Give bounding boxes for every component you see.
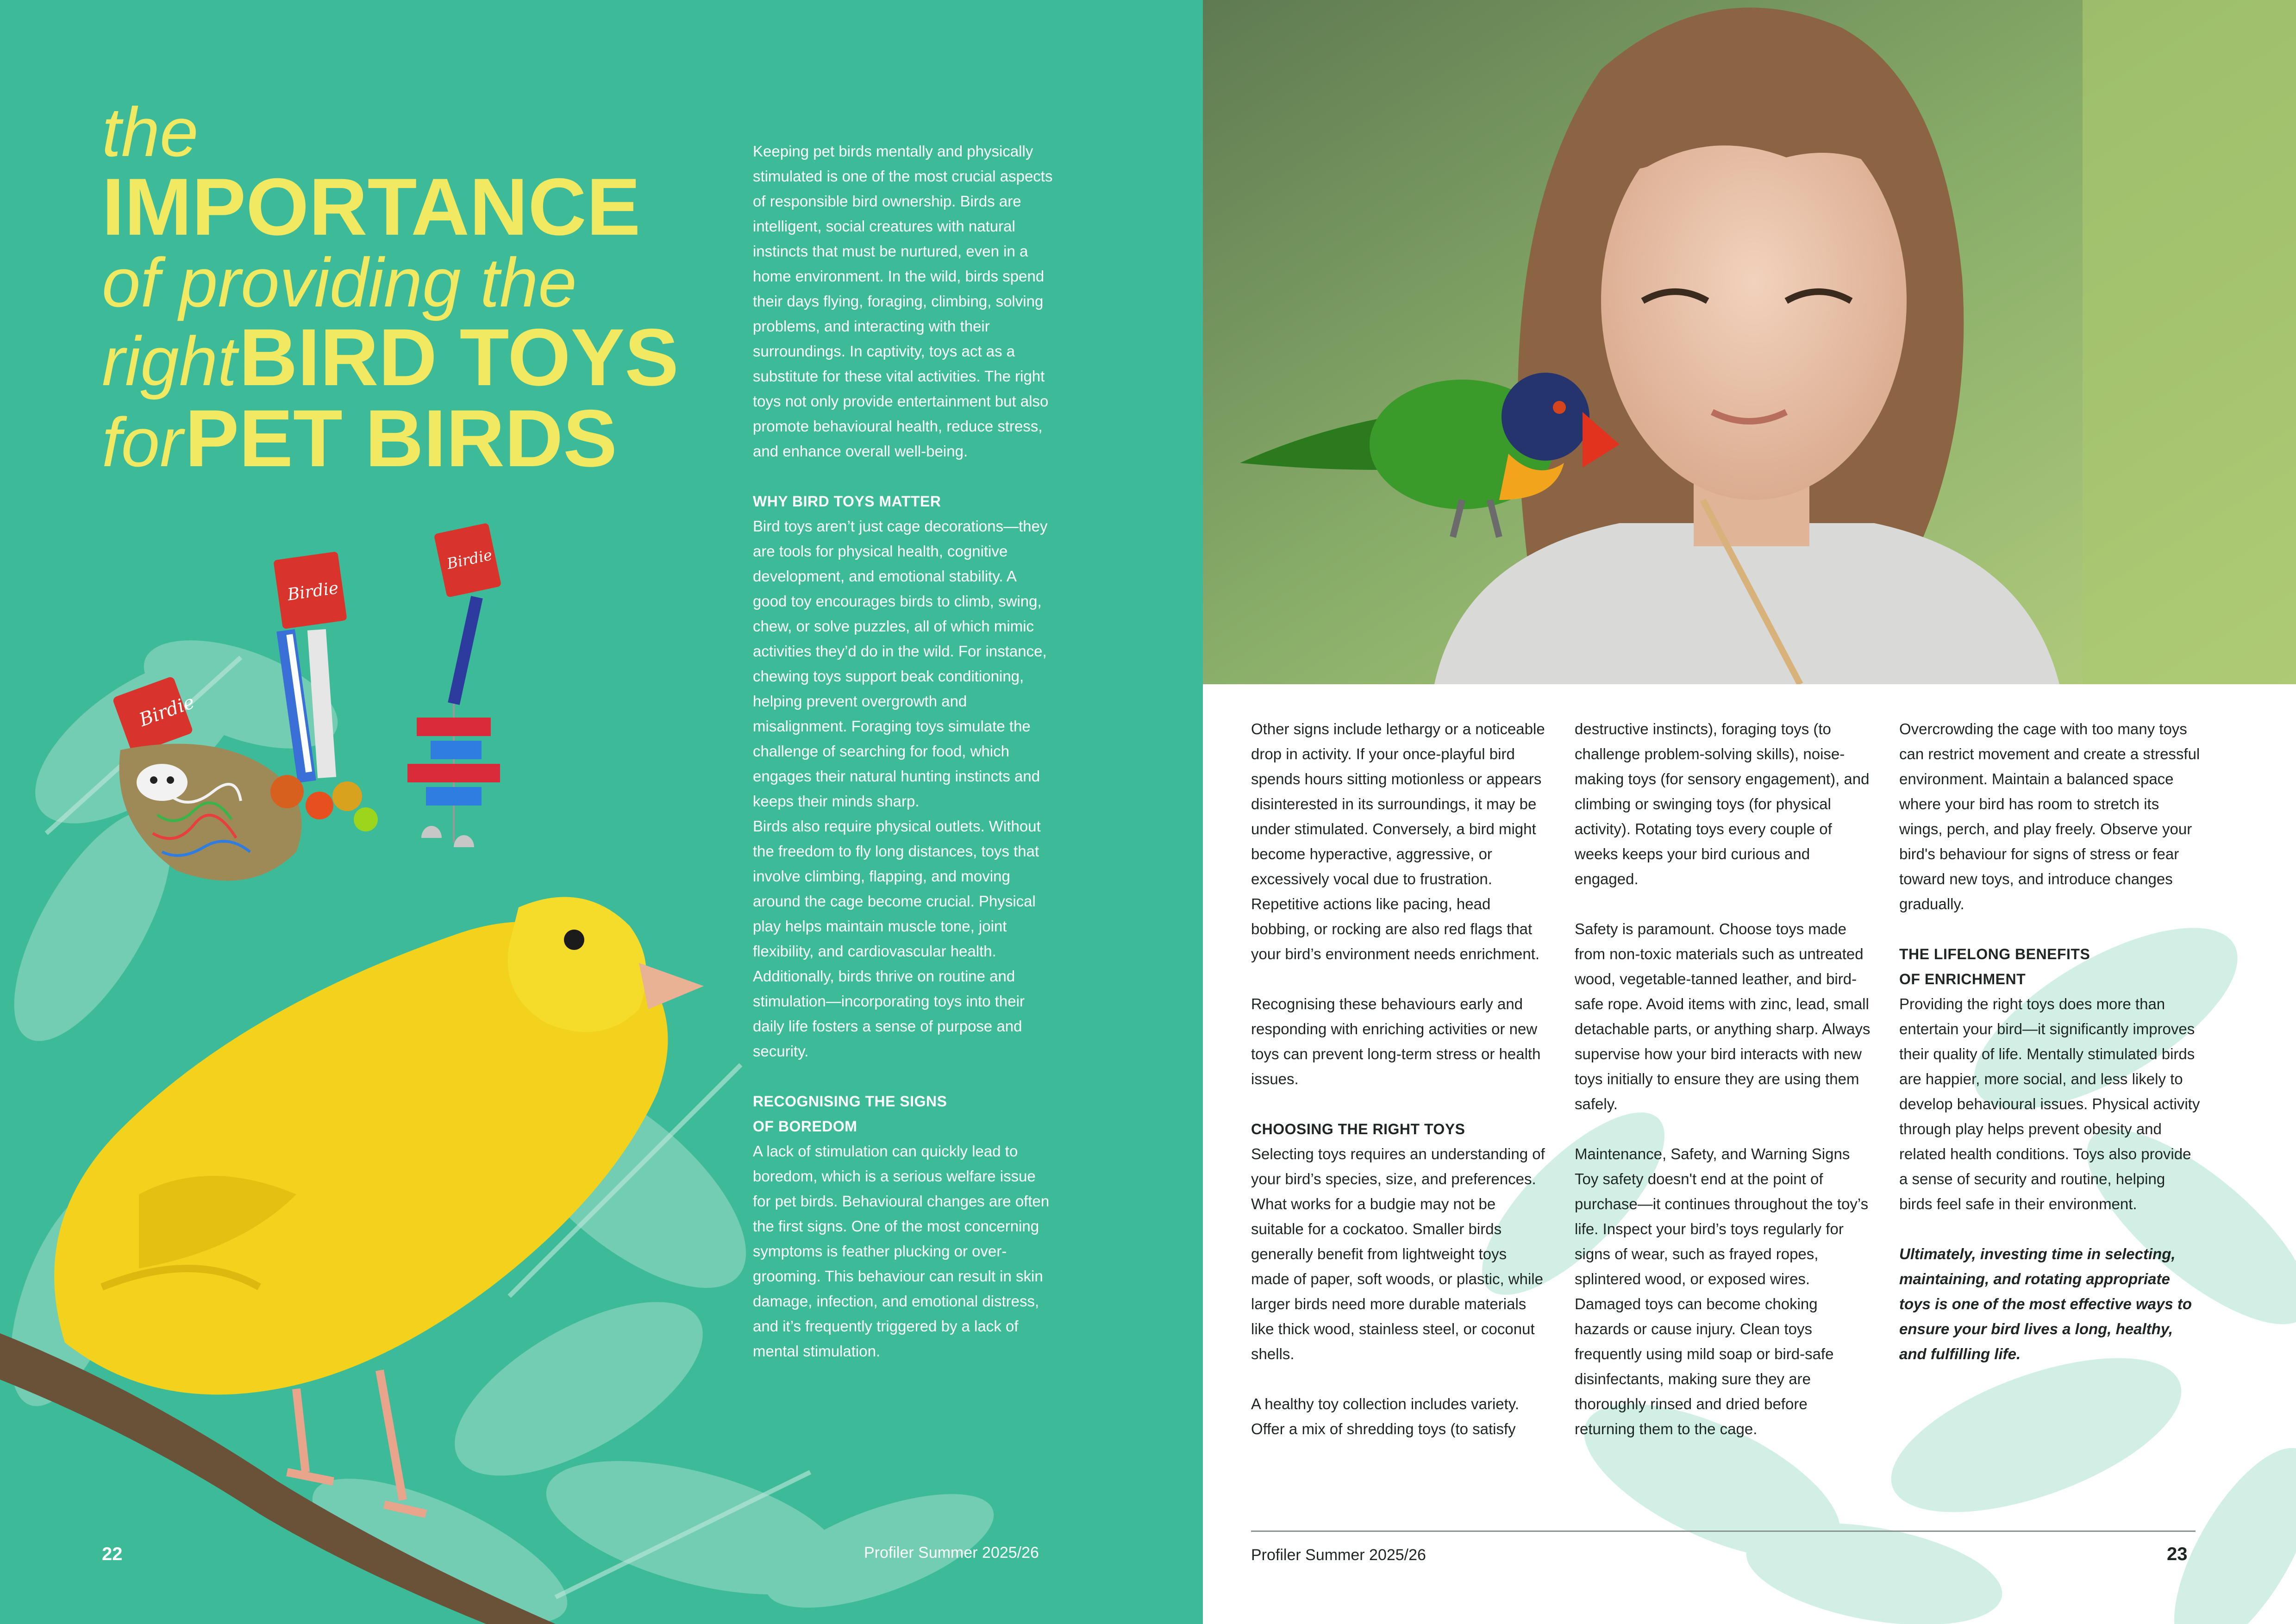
matter-paragraph-2: Birds also require physical outlets. Without the freedom to fly long distances, toys that involve climbing, flapping, and moving around the cage become crucial. Physical play helps maintain muscle tone, joint flexibility, and cardiovascular health. Additionally, birds thrive on routine and stimulation—incorporating toys into their daily life fosters a sense of purpose and security.	[753, 818, 1041, 1060]
title-importance: IMPORTANCE	[102, 162, 641, 252]
photo-illustration	[1203, 0, 2296, 684]
heading-why-toys-matter: WHY BIRD TOYS MATTER	[753, 493, 941, 510]
matter-paragraph-1: Bird toys aren’t just cage decorations—they are tools for physical health, cognitive development, and emotional stability. A good toy encourages birds to climb, swing, chew, or solve puzzles, all of which mimic activities they’d do in the wild. For instance, chewing toys support beak conditioning, helping prevent overgrowth and misalignment. Foraging toys simulate the challenge of searching for food, which engages their natural hunting instincts and keeps their minds sharp.	[753, 518, 1048, 810]
right-column-2	[1575, 717, 1871, 1442]
girl-with-lorikeet-photo	[1203, 0, 2296, 684]
r2-paragraph-1: destructive instincts), foraging toys (to challenge problem-solving skills), noise-making toys (for sensory engagement), and climbing or swinging toys (for physical activity). Rotating toys every couple of weeks keeps your bird curious and engaged.	[1575, 720, 1870, 887]
heading-lifelong-benefits-2: OF ENRICHMENT	[1899, 971, 2026, 987]
straw-foraging-toy	[112, 676, 301, 881]
boredom-paragraph: A lack of stimulation can quickly lead to boredom, which is a serious welfare issue for pet birds. Behavioural changes are often the first signs. One of the most concerning symptoms is feather plucking or over-grooming. This behaviour can result in skin damage, infection, and emotional distress, and it’s frequently triggered by a lack of mental stimulation.	[753, 1143, 1050, 1360]
r1-paragraph-3: Selecting toys requires an understanding of your bird’s species, size, and preferences. What works for a budgie may not be suitable for a cockatoo. Smaller birds generally benefit from lightweight toys made of paper, soft woods, or plastic, while larger birds need more durable materials like thick wood, stainless steel, or coconut shells.	[1251, 1145, 1545, 1362]
r3-paragraph-2: Providing the right toys does more than entertain your bird—it significantly improves their quality of life. Mentally stimulated birds are happier, more social, and less likely to develop behavioural issues. Physical activity through play helps prevent obesity and related health conditions. Toys also provide a sense of security and routine, helping birds feel safe in their environment.	[1899, 995, 2200, 1212]
r3-paragraph-1: Overcrowding the cage with too many toys can restrict movement and create a stressful environment. Maintain a balanced space where your bird has room to stretch its wings, perch, and play freely. Observe your bird's behaviour for signs of stress or fear toward new toys, and introduce changes gradually.	[1899, 720, 2200, 912]
right-column-3	[1899, 717, 2200, 1367]
title-bird-toys: BIRD TOYS	[239, 312, 679, 403]
closing-statement: Ultimately, investing time in selecting, maintaining, and rotating appropriate toys is one of the most effective ways to ensure your bird lives a long, healthy, and fulfilling life.	[1899, 1245, 2192, 1362]
intro-paragraph: Keeping pet birds mentally and physically stimulated is one of the most crucial aspects of responsible bird ownership. Birds are intelligent, social creatures with natural instincts that must be nurtured, even in a home environment. In the wild, birds spend their days flying, foraging, climbing, solving problems, and interacting with their surroundings. In captivity, toys act as a substitute for these vital activities. The right toys not only provide entertainment but also promote behavioural health, reduce stress, and enhance overall well-being.	[753, 143, 1053, 460]
r1-paragraph-4: A healthy toy collection includes variety. Offer a mix of shredding toys (to satisfy	[1251, 1395, 1520, 1437]
title-pet-birds: PET BIRDS	[185, 394, 617, 484]
r1-paragraph-2: Recognising these behaviours early and responding with enriching activities or new toys can prevent long-term stress or health issues.	[1251, 995, 1541, 1087]
left-column-text	[753, 139, 1054, 1364]
title-for: for	[102, 403, 183, 481]
canary-image	[0, 870, 741, 1624]
toy-card-label: Birdie	[136, 691, 198, 731]
title-the: the	[102, 93, 199, 171]
heading-signs-of-boredom-2: OF BOREDOM	[753, 1118, 857, 1135]
magazine-footer-left: Profiler Summer 2025/26	[864, 1544, 1039, 1562]
svg-text:Birdie: Birdie	[286, 578, 340, 605]
r2-paragraph-3: Maintenance, Safety, and Warning Signs Toy safety doesn't end at the point of purchase—it continues throughout the toy’s life. Inspect your bird’s toys regularly for signs of wear, such as frayed ropes, splintered wood, or exposed wires. Damaged toys can become choking hazards or cause injury. Clean toys frequently using mild soap or bird-safe disinfectants, making sure they are thoroughly rinsed and dried before returning them to the cage.	[1575, 1145, 1869, 1437]
title-of-providing: of providing the	[102, 244, 577, 321]
heading-choosing-toys: CHOOSING THE RIGHT TOYS	[1251, 1121, 1465, 1137]
r2-paragraph-2: Safety is paramount. Choose toys made from non-toxic materials such as untreated wood, vegetable-tanned leather, and bird-safe rope. Avoid items with zinc, lead, small detachable parts, or anything sharp. Always supervise how your bird interacts with new toys initially to ensure they are using them safely.	[1575, 920, 1871, 1112]
title-right: right	[102, 322, 237, 400]
heading-lifelong-benefits-1: THE LIFELONG BENEFITS	[1899, 946, 2090, 962]
page-number-left: 22	[102, 1544, 123, 1564]
magazine-footer-right: Profiler Summer 2025/26	[1251, 1546, 1426, 1564]
footer-rule	[1251, 1530, 2196, 1532]
svg-text:Birdie: Birdie	[445, 546, 494, 573]
r1-paragraph-1: Other signs include lethargy or a noticeable drop in activity. If your once-playful bird spends hours sitting motionless or appears disinterested in its surroundings, it may be under stimulated. Conversely, a bird might become hyperactive, aggressive, or excessively vocal due to frustration. Repetitive actions like pacing, head bobbing, or rocking are also red flags that your bird’s environment needs enrichment.	[1251, 720, 1545, 962]
right-column-1	[1251, 717, 1547, 1442]
page-number-right: 23	[2167, 1544, 2188, 1564]
woven-hanging-toy	[270, 551, 378, 831]
page-title	[102, 93, 750, 484]
block-bell-toy	[407, 523, 501, 847]
heading-signs-of-boredom-1: RECOGNISING THE SIGNS	[753, 1093, 947, 1110]
